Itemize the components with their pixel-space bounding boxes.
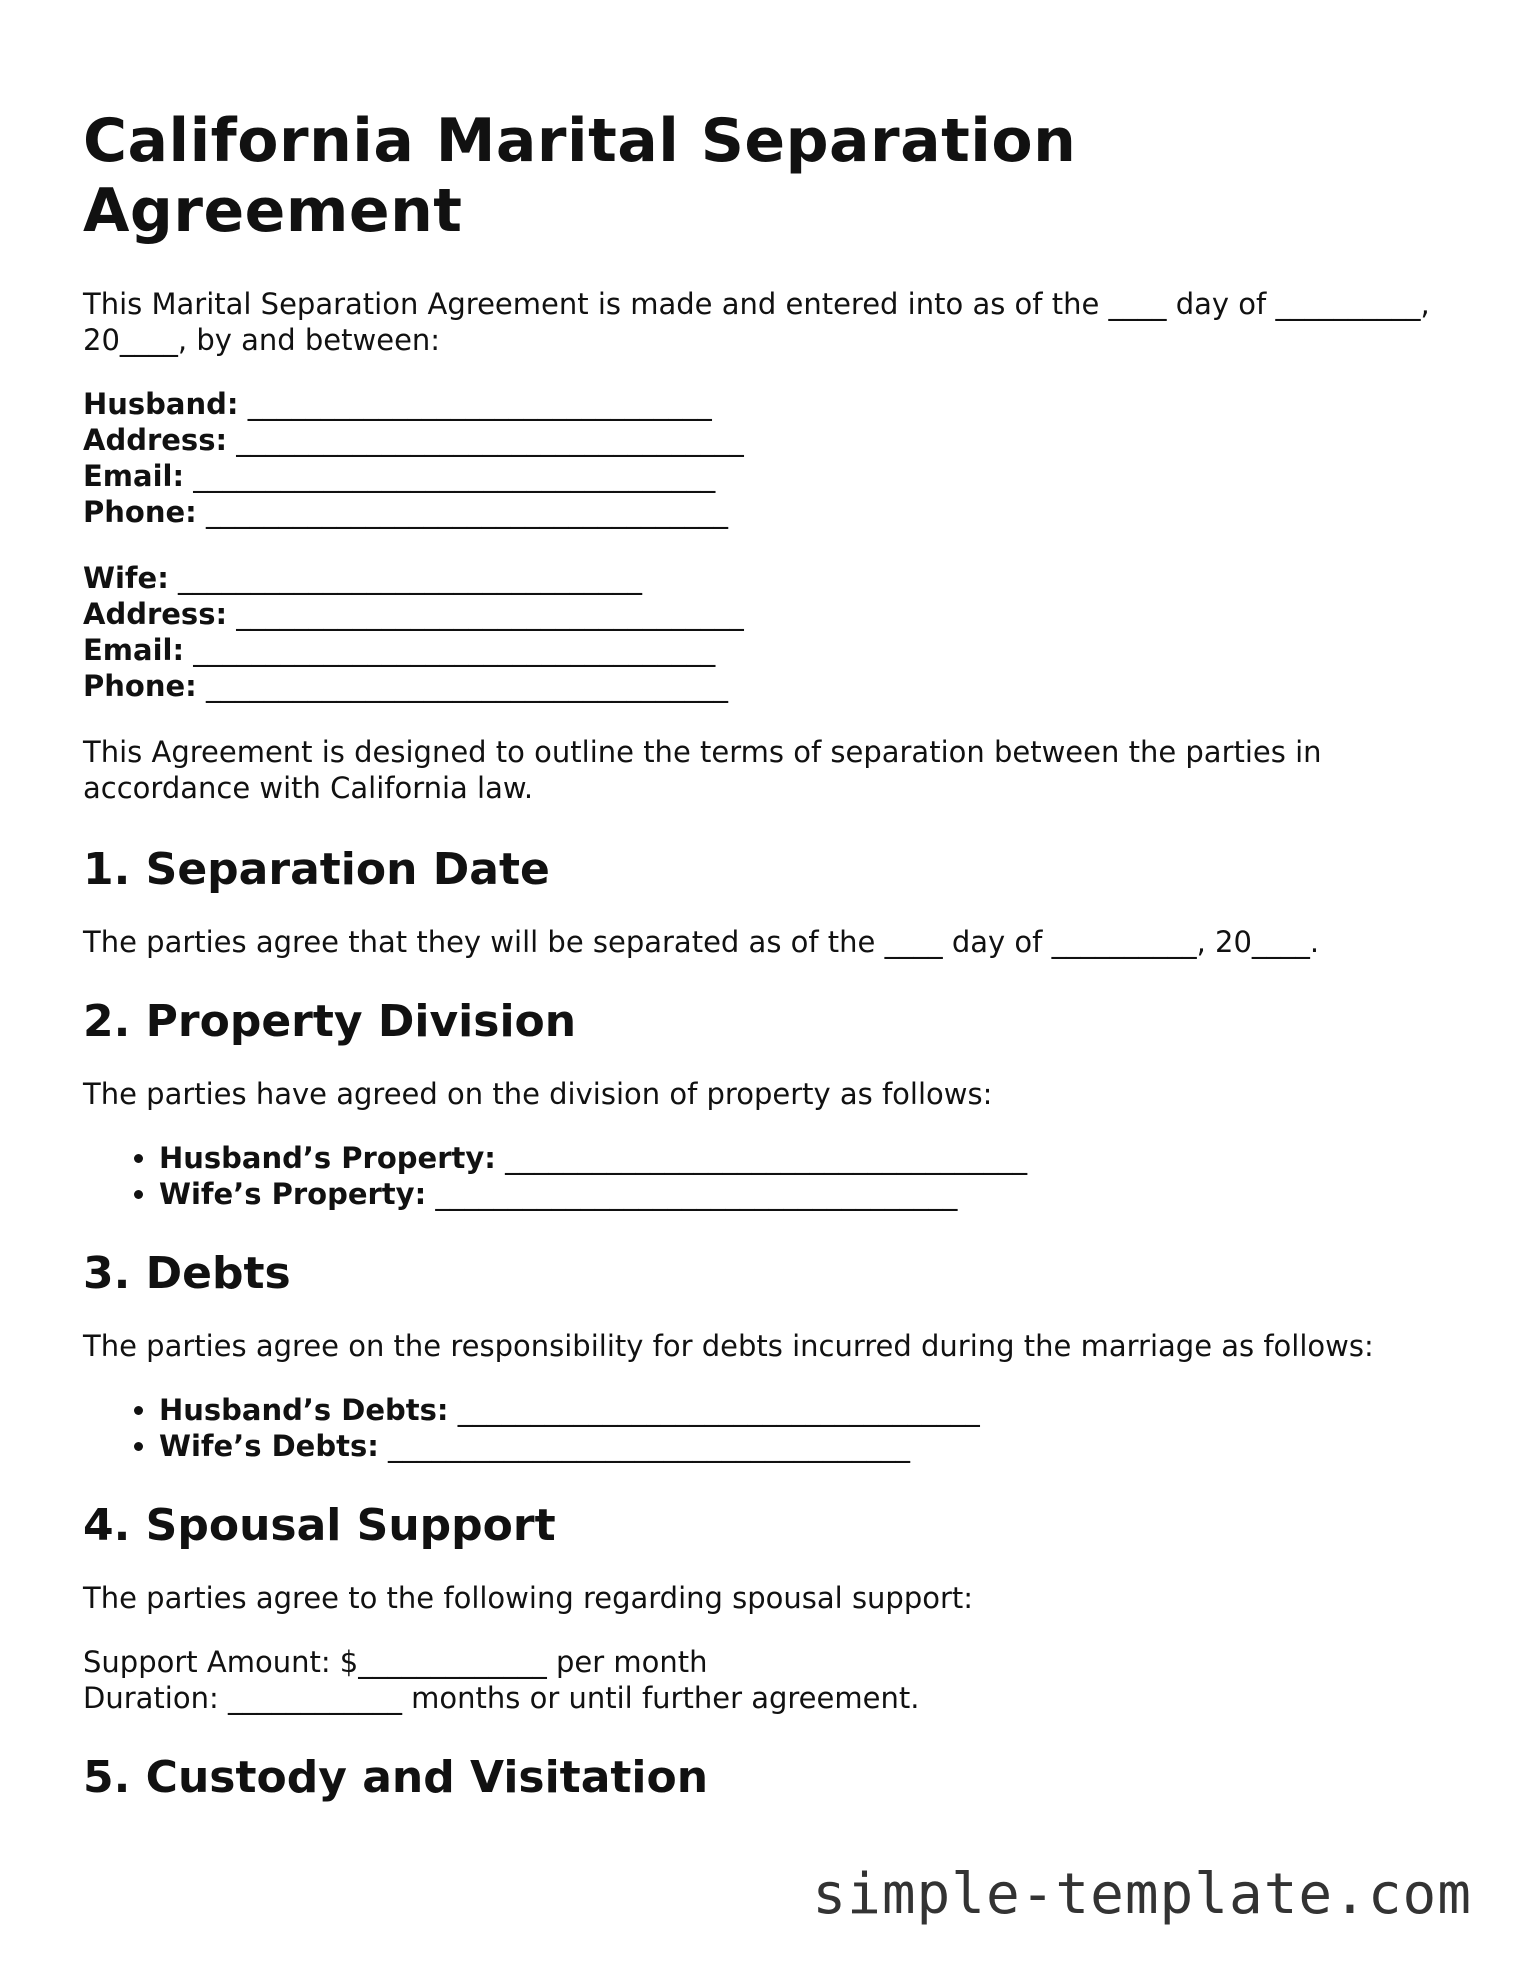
debts-list	[83, 1392, 1443, 1464]
wife-fields	[83, 560, 1443, 704]
husband-address-line	[83, 422, 1443, 458]
wife-address-line	[83, 596, 1443, 632]
support-duration-line[interactable]: Duration: ____________ months or until further agreement.	[83, 1681, 920, 1715]
wife-address-blank[interactable]: ___________________________________	[236, 597, 744, 631]
section-debts	[83, 1246, 1443, 1464]
wife-name-line	[83, 560, 1443, 596]
document-page	[83, 106, 1443, 1840]
wife-address-label: Address:	[83, 597, 228, 631]
wife-email-label: Email:	[83, 633, 185, 667]
wife-name-label: Wife:	[83, 561, 169, 595]
list-item	[159, 1428, 1443, 1464]
husband-debts-label: Husband’s Debts:	[159, 1393, 449, 1427]
husband-phone-line	[83, 494, 1443, 530]
section-spousal-support	[83, 1498, 1443, 1716]
property-heading: 2. Property Division	[83, 996, 577, 1047]
wife-phone-line	[83, 668, 1443, 704]
debts-text: The parties agree on the responsibility for debts incurred during the marriage as follows:	[83, 1329, 1374, 1363]
wife-email-blank[interactable]: ____________________________________	[193, 633, 716, 667]
purpose-paragraph: This Agreement is designed to outline the terms of separation between the parties in accordance with California law.	[83, 735, 1322, 805]
husband-email-line	[83, 458, 1443, 494]
document-title: California Marital Separation Agreement	[83, 106, 1077, 246]
wife-phone-blank[interactable]: ____________________________________	[205, 669, 728, 703]
husband-email-blank[interactable]: ____________________________________	[193, 459, 716, 493]
list-item	[159, 1140, 1443, 1176]
husband-name-blank[interactable]: ________________________________	[247, 387, 712, 421]
husband-property-blank[interactable]: ____________________________________	[505, 1141, 1028, 1175]
husband-name-line	[83, 386, 1443, 422]
husband-debts-blank[interactable]: ____________________________________	[457, 1393, 980, 1427]
husband-name-label: Husband:	[83, 387, 239, 421]
wife-property-label: Wife’s Property:	[159, 1177, 427, 1211]
list-item	[159, 1392, 1443, 1428]
wife-phone-label: Phone:	[83, 669, 197, 703]
wife-email-line	[83, 632, 1443, 668]
husband-address-label: Address:	[83, 423, 228, 457]
wife-property-blank[interactable]: ____________________________________	[435, 1177, 958, 1211]
section-property-division	[83, 994, 1443, 1212]
support-amount-line[interactable]: Support Amount: $_____________ per month	[83, 1645, 708, 1679]
separation-heading: 1. Separation Date	[83, 844, 550, 895]
property-list	[83, 1140, 1443, 1212]
husband-fields	[83, 386, 1443, 530]
husband-phone-blank[interactable]: ____________________________________	[205, 495, 728, 529]
husband-address-blank[interactable]: ___________________________________	[236, 423, 744, 457]
support-text: The parties agree to the following regarding spousal support:	[83, 1581, 974, 1615]
husband-phone-label: Phone:	[83, 495, 197, 529]
debts-heading: 3. Debts	[83, 1248, 291, 1299]
husband-email-label: Email:	[83, 459, 185, 493]
intro-paragraph: This Marital Separation Agreement is made and entered into as of the ____ day of __________, 20____, by and between:	[83, 287, 1430, 357]
husband-property-label: Husband’s Property:	[159, 1141, 496, 1175]
wife-debts-blank[interactable]: ____________________________________	[388, 1429, 911, 1463]
custody-heading: 5. Custody and Visitation	[83, 1752, 709, 1803]
list-item	[159, 1176, 1443, 1212]
property-text: The parties have agreed on the division of property as follows:	[83, 1077, 993, 1111]
section-separation-date	[83, 842, 1443, 960]
wife-name-blank[interactable]: ________________________________	[178, 561, 643, 595]
separation-text: The parties agree that they will be separated as of the ____ day of __________, 20____.	[83, 925, 1320, 959]
support-heading: 4. Spousal Support	[83, 1500, 556, 1551]
watermark: simple-template.com	[812, 1862, 1472, 1927]
wife-debts-label: Wife’s Debts:	[159, 1429, 379, 1463]
section-custody-visitation	[83, 1750, 1443, 1806]
